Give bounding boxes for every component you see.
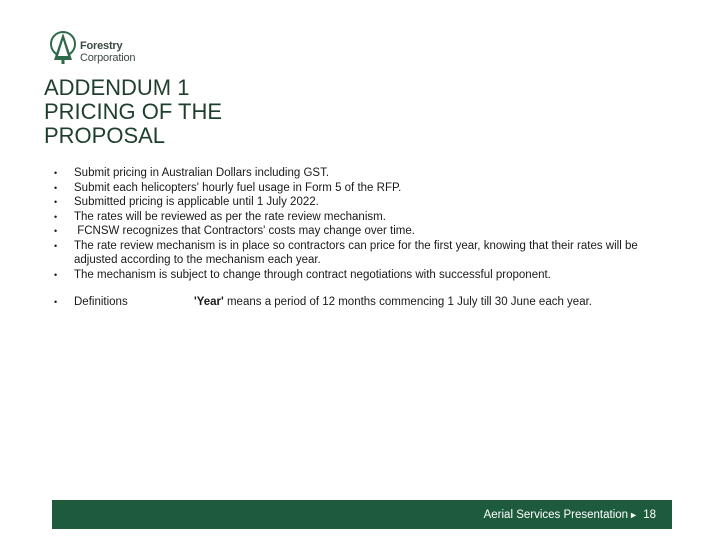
pricing-bullet-list xyxy=(50,166,650,282)
bullet-item: • Submit each helicopters' hourly fuel usage in Form 5 of the RFP. xyxy=(50,181,650,196)
title-line-1: ADDENDUM 1 xyxy=(44,75,190,100)
arrow-right-icon: ► xyxy=(629,510,638,520)
footer-bar xyxy=(52,500,672,529)
page-number: 18 xyxy=(643,509,656,521)
page-title xyxy=(44,76,444,148)
title-line-2: PRICING OF THE xyxy=(44,99,223,124)
bullet-item: • The rates will be reviewed as per the rate review mechanism. xyxy=(50,210,650,225)
definition-meaning: means a period of 12 months commencing 1 July till 30 June each year. xyxy=(223,296,592,308)
bullet-item: • The rate review mechanism is in place so contractors can price for the first year, knowing that their rates will be adjusted according to the mechanism each year. xyxy=(50,239,650,268)
bullet-item: • The mechanism is subject to change through contract negotiations with successful proponent. xyxy=(50,268,650,283)
logo-word-forestry: Forestry xyxy=(80,40,123,52)
bullet-item: • Submit pricing in Australian Dollars including GST. xyxy=(50,166,650,181)
definition-term: 'Year' xyxy=(194,296,224,308)
title-line-3: PROPOSAL xyxy=(44,123,166,148)
definition-year xyxy=(194,295,592,309)
bullet-item: • FCNSW recognizes that Contractors' costs may change over time. xyxy=(50,224,650,239)
bullet-item: • Submitted pricing is applicable until 1 July 2022. xyxy=(50,195,650,210)
logo-word-corporation: Corporation xyxy=(80,52,136,64)
presentation-name: Aerial Services Presentation xyxy=(483,509,629,521)
definitions-label: Definitions xyxy=(74,296,128,308)
bullet-marker: • xyxy=(54,297,58,307)
tree-logo-icon xyxy=(50,30,76,66)
forestry-corporation-logo xyxy=(50,28,150,68)
footer-text xyxy=(484,508,656,522)
